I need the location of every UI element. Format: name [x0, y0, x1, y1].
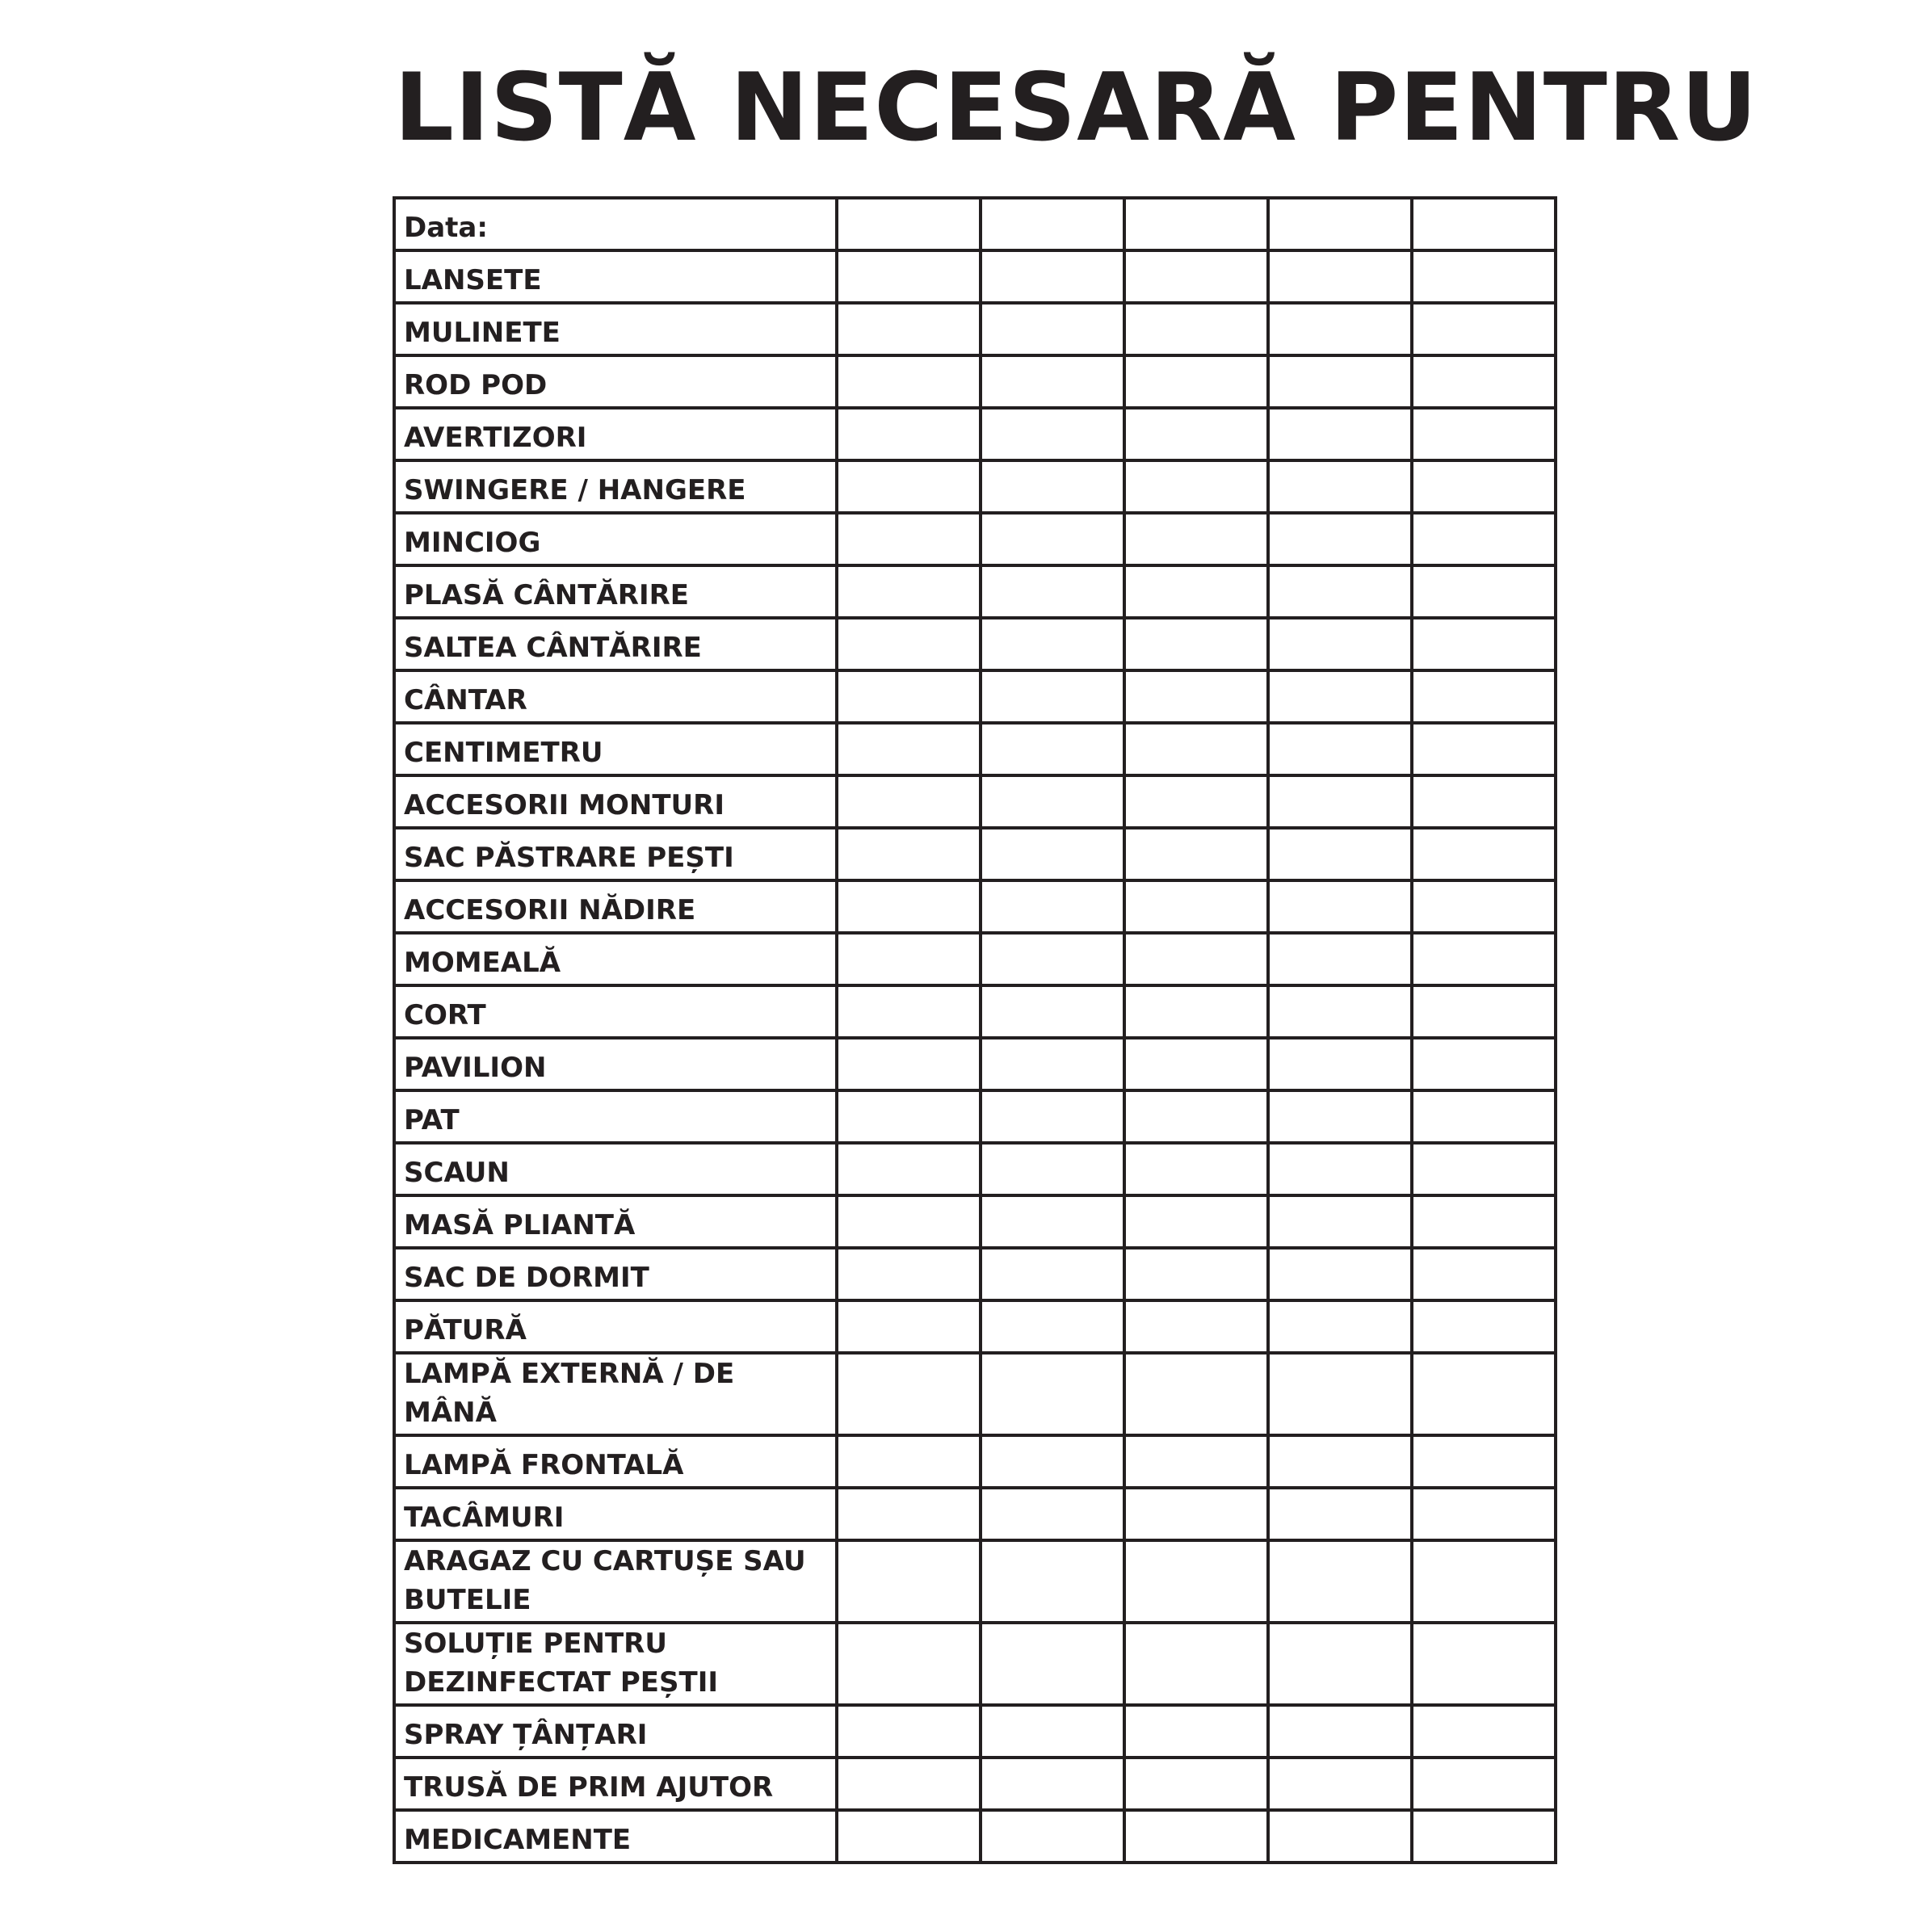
checklist-row	[394, 1488, 1556, 1540]
check-cell[interactable]	[837, 408, 981, 460]
date-entry-cell[interactable]	[1268, 198, 1412, 250]
check-cell[interactable]	[1412, 1195, 1556, 1248]
item-label-cell	[394, 303, 837, 355]
checklist-row	[394, 1705, 1556, 1758]
check-cell[interactable]	[1268, 303, 1412, 355]
item-label-cell	[394, 513, 837, 565]
check-cell[interactable]	[837, 513, 981, 565]
item-label-cell	[394, 460, 837, 513]
check-cell[interactable]	[1268, 1758, 1412, 1810]
checklist-row	[394, 1248, 1556, 1300]
check-cell[interactable]	[837, 1810, 981, 1863]
check-cell[interactable]	[1268, 618, 1412, 670]
check-cell[interactable]	[1268, 1488, 1412, 1540]
check-cell[interactable]	[1268, 1248, 1412, 1300]
check-cell[interactable]	[1268, 1353, 1412, 1435]
item-label: TACÂMURI	[404, 1502, 565, 1534]
check-cell[interactable]	[981, 1195, 1124, 1248]
check-cell[interactable]	[837, 1758, 981, 1810]
check-cell[interactable]	[1124, 670, 1268, 723]
check-cell[interactable]	[837, 1038, 981, 1090]
check-cell[interactable]	[1268, 355, 1412, 408]
check-cell[interactable]	[981, 1248, 1124, 1300]
checklist-row	[394, 1435, 1556, 1488]
item-label-cell	[394, 1540, 837, 1623]
item-label-cell	[394, 1353, 837, 1435]
checklist-row	[394, 775, 1556, 828]
check-cell[interactable]	[981, 1143, 1124, 1195]
check-cell[interactable]	[981, 985, 1124, 1038]
check-cell[interactable]	[1268, 723, 1412, 775]
check-cell[interactable]	[1268, 828, 1412, 880]
date-entry-cell[interactable]	[1412, 198, 1556, 250]
check-cell[interactable]	[981, 670, 1124, 723]
checklist-row	[394, 1038, 1556, 1090]
item-label: PAVILION	[404, 1052, 547, 1084]
item-label: CORT	[404, 999, 486, 1031]
item-label: SAC DE DORMIT	[404, 1262, 649, 1294]
check-cell[interactable]	[837, 723, 981, 775]
item-label: TRUSĂ DE PRIM AJUTOR	[404, 1771, 774, 1804]
item-label: ARAGAZ CU CARTUȘE SAU BUTELIE	[404, 1545, 806, 1616]
check-cell[interactable]	[1412, 1758, 1556, 1810]
check-cell[interactable]	[837, 1090, 981, 1143]
check-cell[interactable]	[1412, 670, 1556, 723]
checklist-row	[394, 985, 1556, 1038]
check-cell[interactable]	[1412, 1810, 1556, 1863]
date-entry-cell[interactable]	[837, 198, 981, 250]
check-cell[interactable]	[981, 460, 1124, 513]
check-cell[interactable]	[1412, 828, 1556, 880]
checklist-row	[394, 1300, 1556, 1353]
check-cell[interactable]	[981, 250, 1124, 303]
check-cell[interactable]	[1268, 408, 1412, 460]
checklist-row	[394, 933, 1556, 985]
check-cell[interactable]	[1124, 408, 1268, 460]
check-cell[interactable]	[837, 775, 981, 828]
check-cell[interactable]	[1124, 1623, 1268, 1705]
check-cell[interactable]	[1412, 1540, 1556, 1623]
date-entry-cell[interactable]	[981, 198, 1124, 250]
checklist-row	[394, 618, 1556, 670]
check-cell[interactable]	[1124, 513, 1268, 565]
check-cell[interactable]	[837, 1435, 981, 1488]
check-cell[interactable]	[837, 1353, 981, 1435]
check-cell[interactable]	[1412, 408, 1556, 460]
check-cell[interactable]	[1412, 1353, 1556, 1435]
check-cell[interactable]	[1412, 1435, 1556, 1488]
check-cell[interactable]	[1124, 1540, 1268, 1623]
item-label: SAC PĂSTRARE PEȘTI	[404, 842, 734, 874]
check-cell[interactable]	[1124, 828, 1268, 880]
check-cell[interactable]	[1412, 618, 1556, 670]
item-label: SPRAY ȚÂNȚARI	[404, 1719, 648, 1751]
check-cell[interactable]	[1268, 460, 1412, 513]
check-cell[interactable]	[1124, 250, 1268, 303]
check-cell[interactable]	[1412, 460, 1556, 513]
checklist-row	[394, 1758, 1556, 1810]
date-label-cell	[394, 198, 837, 250]
item-label-cell	[394, 1143, 837, 1195]
check-cell[interactable]	[981, 828, 1124, 880]
check-cell[interactable]	[1412, 565, 1556, 618]
item-label: SWINGERE / HANGERE	[404, 474, 746, 506]
date-entry-cell[interactable]	[1124, 198, 1268, 250]
check-cell[interactable]	[1268, 670, 1412, 723]
check-cell[interactable]	[1124, 1705, 1268, 1758]
checklist-row	[394, 1623, 1556, 1705]
check-cell[interactable]	[1268, 1038, 1412, 1090]
check-cell[interactable]	[981, 723, 1124, 775]
item-label-cell	[394, 618, 837, 670]
check-cell[interactable]	[981, 933, 1124, 985]
checklist-row	[394, 828, 1556, 880]
check-cell[interactable]	[1124, 1300, 1268, 1353]
check-cell[interactable]	[1412, 1090, 1556, 1143]
check-cell[interactable]	[837, 985, 981, 1038]
check-cell[interactable]	[1124, 303, 1268, 355]
item-label: ACCESORII NĂDIRE	[404, 894, 696, 926]
checklist-row	[394, 460, 1556, 513]
item-label: SOLUȚIE PENTRU DEZINFECTAT PEȘTII	[404, 1628, 718, 1699]
check-cell[interactable]	[1124, 1810, 1268, 1863]
check-cell[interactable]	[1412, 250, 1556, 303]
check-cell[interactable]	[837, 1488, 981, 1540]
item-label: PAT	[404, 1104, 460, 1136]
check-cell[interactable]	[837, 880, 981, 933]
item-label: ACCESORII MONTURI	[404, 789, 724, 821]
item-label: CENTIMETRU	[404, 737, 603, 769]
check-cell[interactable]	[981, 408, 1124, 460]
item-label-cell	[394, 565, 837, 618]
checklist-table	[393, 196, 1557, 1864]
item-label-cell	[394, 408, 837, 460]
check-cell[interactable]	[1124, 985, 1268, 1038]
check-cell[interactable]	[1412, 1623, 1556, 1705]
check-cell[interactable]	[1412, 880, 1556, 933]
check-cell[interactable]	[1268, 1300, 1412, 1353]
check-cell[interactable]	[981, 1705, 1124, 1758]
date-label: Data:	[404, 212, 488, 244]
item-label: ROD POD	[404, 369, 548, 401]
item-label-cell	[394, 1488, 837, 1540]
checklist-row	[394, 250, 1556, 303]
check-cell[interactable]	[1412, 1300, 1556, 1353]
item-label-cell	[394, 933, 837, 985]
check-cell[interactable]	[981, 1435, 1124, 1488]
check-cell[interactable]	[981, 618, 1124, 670]
check-cell[interactable]	[981, 1810, 1124, 1863]
item-label-cell	[394, 355, 837, 408]
check-cell[interactable]	[1124, 1488, 1268, 1540]
check-cell[interactable]	[1268, 985, 1412, 1038]
checklist-row	[394, 1143, 1556, 1195]
check-cell[interactable]	[1412, 723, 1556, 775]
item-label-cell	[394, 1090, 837, 1143]
item-label: MEDICAMENTE	[404, 1824, 632, 1856]
check-cell[interactable]	[1268, 933, 1412, 985]
check-cell[interactable]	[1124, 1195, 1268, 1248]
check-cell[interactable]	[1124, 1038, 1268, 1090]
checklist-row	[394, 355, 1556, 408]
check-cell[interactable]	[981, 1758, 1124, 1810]
checklist-row	[394, 1195, 1556, 1248]
check-cell[interactable]	[837, 1540, 981, 1623]
check-cell[interactable]	[837, 1195, 981, 1248]
check-cell[interactable]	[981, 880, 1124, 933]
check-cell[interactable]	[981, 1038, 1124, 1090]
check-cell[interactable]	[837, 670, 981, 723]
check-cell[interactable]	[1268, 513, 1412, 565]
check-cell[interactable]	[981, 1300, 1124, 1353]
check-cell[interactable]	[1268, 1705, 1412, 1758]
check-cell[interactable]	[1124, 1758, 1268, 1810]
check-cell[interactable]	[1268, 775, 1412, 828]
check-cell[interactable]	[1268, 1540, 1412, 1623]
check-cell[interactable]	[837, 355, 981, 408]
item-label: MINCIOG	[404, 527, 541, 559]
item-label: LAMPĂ FRONTALĂ	[404, 1449, 684, 1481]
checklist-row	[394, 408, 1556, 460]
item-label: SALTEA CÂNTĂRIRE	[404, 632, 702, 664]
check-cell[interactable]	[1124, 1143, 1268, 1195]
check-cell[interactable]	[981, 1090, 1124, 1143]
check-cell[interactable]	[1124, 1248, 1268, 1300]
item-label-cell	[394, 1623, 837, 1705]
item-label: PĂTURĂ	[404, 1314, 527, 1346]
check-cell[interactable]	[1124, 1435, 1268, 1488]
item-label-cell	[394, 1248, 837, 1300]
checklist-row	[394, 1090, 1556, 1143]
checklist-row	[394, 1810, 1556, 1863]
check-cell[interactable]	[837, 618, 981, 670]
checklist-row	[394, 880, 1556, 933]
item-label-cell	[394, 1435, 837, 1488]
item-label-cell	[394, 1758, 837, 1810]
check-cell[interactable]	[981, 355, 1124, 408]
item-label: MOMEALĂ	[404, 947, 561, 979]
check-cell[interactable]	[837, 460, 981, 513]
check-cell[interactable]	[1412, 933, 1556, 985]
checklist-row	[394, 1353, 1556, 1435]
check-cell[interactable]	[1412, 1705, 1556, 1758]
item-label-cell	[394, 880, 837, 933]
check-cell[interactable]	[1124, 618, 1268, 670]
item-label-cell	[394, 1195, 837, 1248]
item-label: AVERTIZORI	[404, 422, 587, 454]
check-cell[interactable]	[1268, 565, 1412, 618]
check-cell[interactable]	[1412, 513, 1556, 565]
check-cell[interactable]	[1412, 1488, 1556, 1540]
checklist-row	[394, 723, 1556, 775]
check-cell[interactable]	[1412, 985, 1556, 1038]
check-cell[interactable]	[1268, 1810, 1412, 1863]
checklist-row	[394, 303, 1556, 355]
check-cell[interactable]	[837, 1248, 981, 1300]
check-cell[interactable]	[1412, 303, 1556, 355]
item-label-cell	[394, 828, 837, 880]
page-title: LISTĂ NECESARĂ PENTRU	[394, 53, 1758, 162]
check-cell[interactable]	[1124, 1090, 1268, 1143]
check-cell[interactable]	[981, 1540, 1124, 1623]
item-label-cell	[394, 1038, 837, 1090]
check-cell[interactable]	[1268, 1090, 1412, 1143]
check-cell[interactable]	[1124, 460, 1268, 513]
item-label: CÂNTAR	[404, 684, 527, 716]
item-label: LAMPĂ EXTERNĂ / DE MÂNĂ	[404, 1358, 735, 1429]
checklist-body	[394, 198, 1556, 1863]
check-cell[interactable]	[1124, 355, 1268, 408]
item-label: PLASĂ CÂNTĂRIRE	[404, 579, 689, 611]
checklist-row	[394, 670, 1556, 723]
check-cell[interactable]	[1268, 1143, 1412, 1195]
check-cell[interactable]	[1412, 775, 1556, 828]
check-cell[interactable]	[1412, 1143, 1556, 1195]
check-cell[interactable]	[1124, 565, 1268, 618]
check-cell[interactable]	[837, 1623, 981, 1705]
item-label-cell	[394, 670, 837, 723]
check-cell[interactable]	[1268, 1623, 1412, 1705]
check-cell[interactable]	[837, 1300, 981, 1353]
check-cell[interactable]	[837, 933, 981, 985]
check-cell[interactable]	[1268, 1435, 1412, 1488]
check-cell[interactable]	[837, 1705, 981, 1758]
item-label: SCAUN	[404, 1157, 510, 1189]
check-cell[interactable]	[981, 1623, 1124, 1705]
check-cell[interactable]	[1412, 1248, 1556, 1300]
check-cell[interactable]	[981, 513, 1124, 565]
check-cell[interactable]	[1268, 880, 1412, 933]
check-cell[interactable]	[1124, 723, 1268, 775]
check-cell[interactable]	[1124, 933, 1268, 985]
check-cell[interactable]	[981, 1488, 1124, 1540]
item-label-cell	[394, 250, 837, 303]
check-cell[interactable]	[1268, 250, 1412, 303]
item-label-cell	[394, 1810, 837, 1863]
item-label: MULINETE	[404, 317, 561, 349]
check-cell[interactable]	[837, 828, 981, 880]
item-label-cell	[394, 1705, 837, 1758]
check-cell[interactable]	[1412, 355, 1556, 408]
check-cell[interactable]	[1124, 775, 1268, 828]
check-cell[interactable]	[981, 1353, 1124, 1435]
check-cell[interactable]	[1268, 1195, 1412, 1248]
check-cell[interactable]	[1412, 1038, 1556, 1090]
check-cell[interactable]	[981, 565, 1124, 618]
checklist-row	[394, 513, 1556, 565]
checklist-row	[394, 198, 1556, 250]
item-label-cell	[394, 985, 837, 1038]
item-label-cell	[394, 723, 837, 775]
item-label-cell	[394, 775, 837, 828]
checklist-row	[394, 1540, 1556, 1623]
item-label-cell	[394, 1300, 837, 1353]
check-cell[interactable]	[1124, 1353, 1268, 1435]
item-label: MASĂ PLIANTĂ	[404, 1209, 636, 1241]
item-label: LANSETE	[404, 264, 542, 296]
check-cell[interactable]	[837, 565, 981, 618]
check-cell[interactable]	[981, 303, 1124, 355]
check-cell[interactable]	[837, 303, 981, 355]
check-cell[interactable]	[1124, 880, 1268, 933]
check-cell[interactable]	[837, 1143, 981, 1195]
check-cell[interactable]	[837, 250, 981, 303]
checklist-row	[394, 565, 1556, 618]
check-cell[interactable]	[981, 775, 1124, 828]
